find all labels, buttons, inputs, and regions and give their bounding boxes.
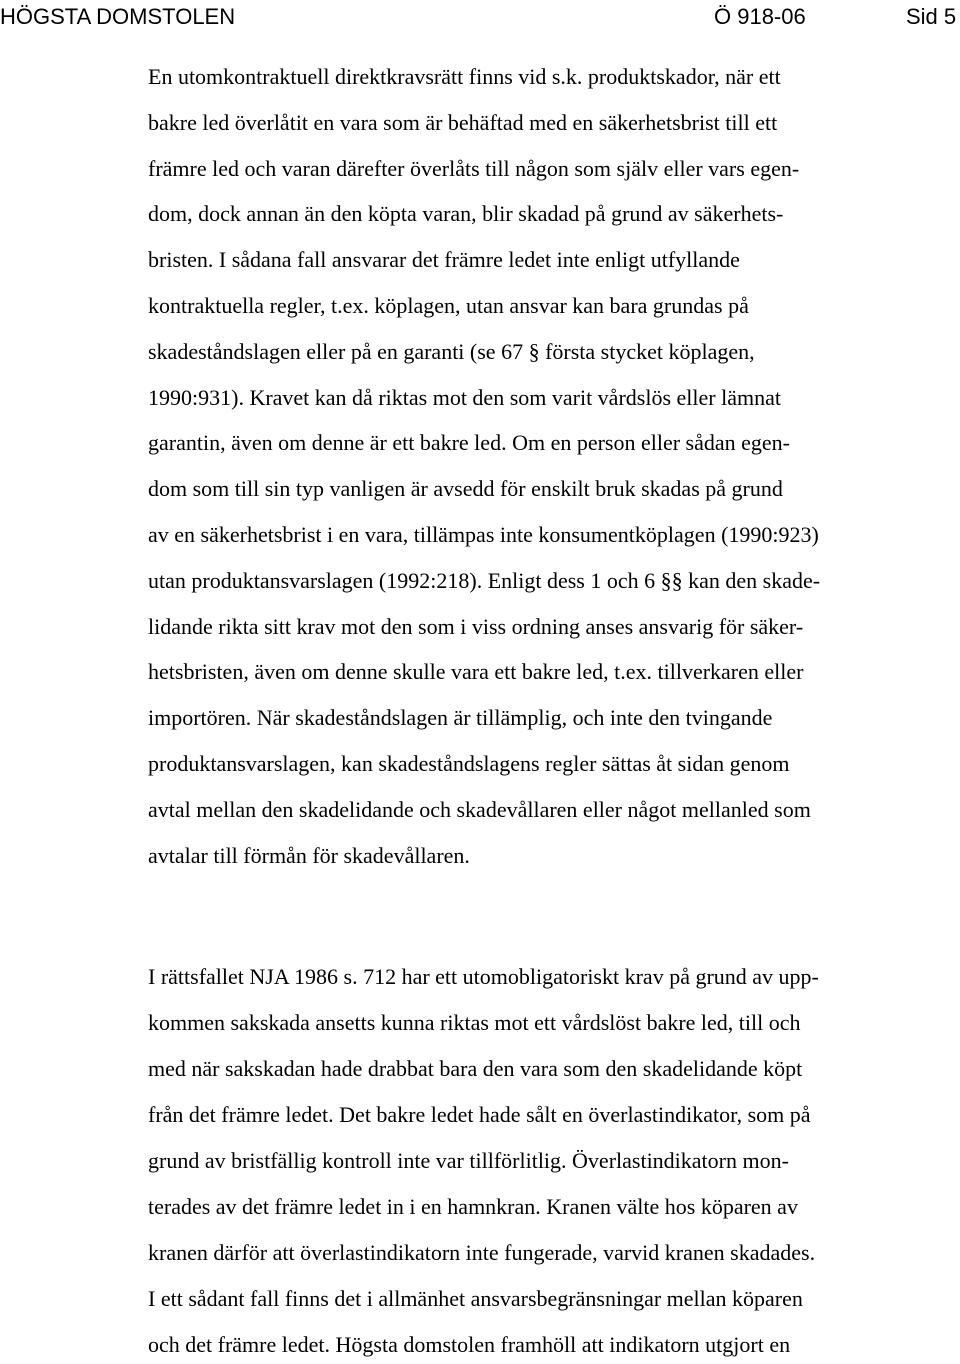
text-line: och det främre ledet. Högsta domstolen framhöll att indikatorn utgjort en bbox=[148, 1332, 791, 1357]
text-line: utan produktansvarslagen (1992:218). Enligt dess 1 och 6 §§ kan den skade- bbox=[148, 568, 821, 593]
text-line: med när sakskadan hade drabbat bara den vara som den skadelidande köpt bbox=[148, 1056, 803, 1081]
text-line: 1990:931). Kravet kan då riktas mot den som varit vårdslös eller lämnat bbox=[148, 385, 781, 410]
text-line: bristen. I sådana fall ansvarar det främre ledet inte enligt utfyllande bbox=[148, 247, 740, 272]
text-line: grund av bristfällig kontroll inte var tillförlitlig. Överlastindikatorn mon- bbox=[148, 1148, 789, 1173]
text-line: främre led och varan därefter överlåts till någon som själv eller vars egen- bbox=[148, 156, 800, 181]
text-line: produktansvarslagen, kan skadeståndslagens regler sättas åt sidan genom bbox=[148, 751, 790, 776]
text-line: från det främre ledet. Det bakre ledet hade sålt en överlastindikator, som på bbox=[148, 1102, 811, 1127]
text-line: importören. När skadeståndslagen är tillämplig, och inte den tvingande bbox=[148, 705, 773, 730]
text-line: av en säkerhetsbrist i en vara, tillämpas inte konsumentköplagen (1990:923) bbox=[148, 522, 819, 547]
court-name: HÖGSTA DOMSTOLEN bbox=[0, 4, 236, 29]
case-number: Ö 918-06 bbox=[714, 4, 806, 29]
text-line: dom som till sin typ vanligen är avsedd för enskilt bruk skadas på grund bbox=[148, 476, 783, 501]
text-line: garantin, även om denne är ett bakre led. Om en person eller sådan egen- bbox=[148, 430, 791, 455]
text-line: kranen därför att överlastindikatorn inte fungerade, varvid kranen skadades. bbox=[148, 1240, 816, 1265]
text-line: terades av det främre ledet in i en hamnkran. Kranen välte hos köparen av bbox=[148, 1194, 798, 1219]
text-line: avtalar till förmån för skadevållaren. bbox=[148, 843, 470, 868]
page-number: Sid 5 bbox=[906, 4, 957, 29]
text-line: I rättsfallet NJA 1986 s. 712 har ett utomobligatoriskt krav på grund av upp- bbox=[148, 964, 819, 989]
text-line: En utomkontraktuell direktkravsrätt finns vid s.k. produktskador, när ett bbox=[148, 64, 781, 89]
text-line: hetsbristen, även om denne skulle vara ett bakre led, t.ex. tillverkaren eller bbox=[148, 659, 804, 684]
text-line: lidande rikta sitt krav mot den som i viss ordning anses ansvarig för säker- bbox=[148, 614, 804, 639]
text-line: kommen sakskada ansetts kunna riktas mot ett vårdslöst bakre led, till och bbox=[148, 1010, 801, 1035]
text-line: dom, dock annan än den köpta varan, blir skadad på grund av säkerhets- bbox=[148, 201, 784, 226]
text-line: kontraktuella regler, t.ex. köplagen, utan ansvar kan bara grundas på bbox=[148, 293, 749, 318]
text-line: skadeståndslagen eller på en garanti (se 67 § första stycket köplagen, bbox=[148, 339, 755, 364]
text-line: I ett sådant fall finns det i allmänhet ansvarsbegränsningar mellan köparen bbox=[148, 1286, 803, 1311]
text-line: avtal mellan den skadelidande och skadevållaren eller något mellanled som bbox=[148, 797, 811, 822]
text-line: bakre led överlåtit en vara som är behäftad med en säkerhetsbrist till ett bbox=[148, 110, 778, 135]
page-header bbox=[0, 0, 960, 36]
